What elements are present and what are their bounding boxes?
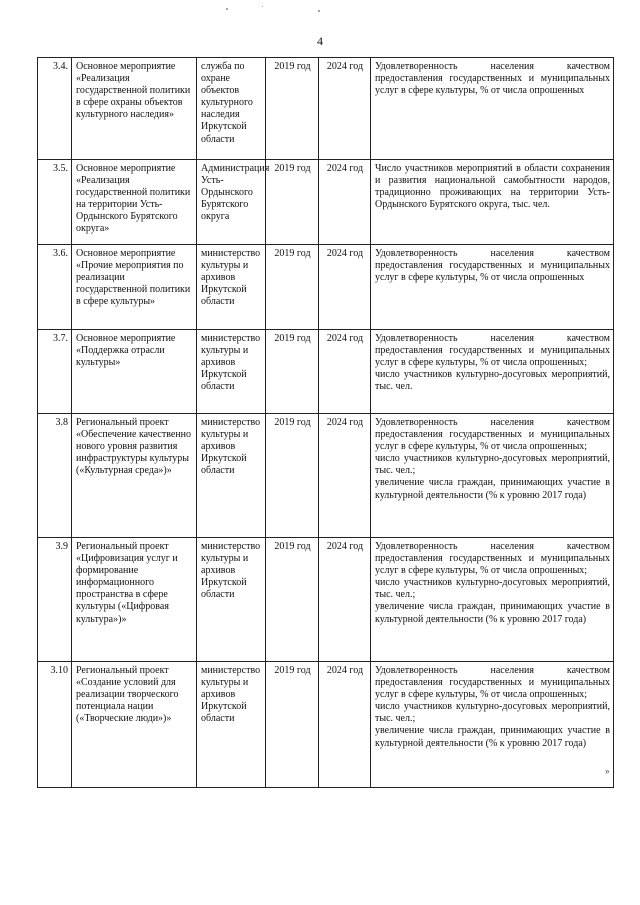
indicator-text: Удовлетворенность населения качеством предоставления государственных и муниципальных услуг в сфере культуры, % от числа опрошенных; <box>375 333 610 369</box>
indicator-text: число участников культурно-досуговых мероприятий, тыс. чел.; <box>375 453 610 477</box>
executor: министерство культуры и архивов Иркутской области <box>197 662 266 788</box>
row-number: 3.9 <box>38 538 72 662</box>
end-year: 2024 год <box>319 330 371 414</box>
row-number: 3.8 <box>38 414 72 538</box>
scan-speck <box>262 6 263 7</box>
event-name: Основное мероприятие «Прочие мероприятия по реализации государственной политики в сфере культуры» <box>72 245 197 330</box>
indicator-text: Удовлетворенность населения качеством предоставления государственных и муниципальных услуг в сфере культуры, % от числа опрошенных; <box>375 665 610 701</box>
indicators <box>371 414 614 538</box>
end-year: 2024 год <box>319 245 371 330</box>
page-number: 4 <box>317 34 323 48</box>
event-name: Региональный проект «Создание условий для реализации творческого потенциала нации («Творческие люди»)» <box>72 662 197 788</box>
start-year: 2019 год <box>266 58 319 160</box>
start-year: 2019 год <box>266 538 319 662</box>
indicator-text: Удовлетворенность населения качеством предоставления государственных и муниципальных услуг в сфере культуры, % от числа опрошенных <box>375 248 610 284</box>
table-row <box>38 662 614 788</box>
event-name: Основное мероприятие «Поддержка отрасли культуры» <box>72 330 197 414</box>
indicator-text: Число участников мероприятий в области сохранения и развития национальной самобытности народов, традиционно проживающих на территории Усть-Ордынского Бурятского округа, тыс. чел. <box>375 163 610 211</box>
end-year: 2024 год <box>319 538 371 662</box>
indicator-text: число участников культурно-досуговых мероприятий, тыс. чел.; <box>375 577 610 601</box>
executor: Администрация Усть-Ордынского Бурятского округа <box>197 160 266 245</box>
scan-speck <box>226 8 228 10</box>
program-table <box>37 57 614 788</box>
indicator-text: число участников культурно-досуговых мероприятий, тыс. чел. <box>375 369 610 393</box>
start-year: 2019 год <box>266 662 319 788</box>
start-year: 2019 год <box>266 330 319 414</box>
indicators <box>371 160 614 245</box>
start-year: 2019 год <box>266 160 319 245</box>
table-row <box>38 245 614 330</box>
executor: министерство культуры и архивов Иркутской области <box>197 330 266 414</box>
row-number: 3.4. <box>38 58 72 160</box>
event-name: Основное мероприятие «Реализация государственной политики на территории Усть-Ордынского Бурятского округа» <box>72 160 197 245</box>
row-number: 3.7. <box>38 330 72 414</box>
table-row <box>38 538 614 662</box>
executor: министерство культуры и архивов Иркутской области <box>197 414 266 538</box>
table-row <box>38 160 614 245</box>
scan-speck <box>318 10 320 12</box>
executor: министерство культуры и архивов Иркутской области <box>197 245 266 330</box>
indicators <box>371 58 614 160</box>
table-row <box>38 414 614 538</box>
indicators <box>371 330 614 414</box>
executor: служба по охране объектов культурного наследия Иркутской области <box>197 58 266 160</box>
table-row <box>38 330 614 414</box>
end-year: 2024 год <box>319 414 371 538</box>
scan-mark: » <box>605 766 610 776</box>
row-number: 3.6. <box>38 245 72 330</box>
table-row <box>38 58 614 160</box>
indicators <box>371 245 614 330</box>
indicator-text: Удовлетворенность населения качеством предоставления государственных и муниципальных услуг в сфере культуры, % от числа опрошенных <box>375 61 610 97</box>
indicator-text: увеличение числа граждан, принимающих участие в культурной деятельности (% к уровню 2017 года) <box>375 477 610 501</box>
event-name: Региональный проект «Цифровизация услуг и формирование информационного пространства в сфере культуры («Цифровая культура»)» <box>72 538 197 662</box>
event-name: Основное мероприятие «Реализация государственной политики в сфере охраны объектов культурного наследия» <box>72 58 197 160</box>
indicators <box>371 662 614 788</box>
indicator-text: Удовлетворенность населения качеством предоставления государственных и муниципальных услуг в сфере культуры, % от числа опрошенных; <box>375 541 610 577</box>
start-year: 2019 год <box>266 245 319 330</box>
row-number: 3.5. <box>38 160 72 245</box>
row-number: 3.10 <box>38 662 72 788</box>
end-year: 2024 год <box>319 58 371 160</box>
indicator-text: Удовлетворенность населения качеством предоставления государственных и муниципальных услуг в сфере культуры, % от числа опрошенных; <box>375 417 610 453</box>
event-name: Региональный проект «Обеспечение качественно нового уровня развития инфраструктуры культуры («Культурная среда»)» <box>72 414 197 538</box>
end-year: 2024 год <box>319 662 371 788</box>
indicator-text: число участников культурно-досуговых мероприятий, тыс. чел.; <box>375 701 610 725</box>
executor: министерство культуры и архивов Иркутской области <box>197 538 266 662</box>
indicator-text: увеличение числа граждан, принимающих участие в культурной деятельности (% к уровню 2017 года) <box>375 601 610 625</box>
end-year: 2024 год <box>319 160 371 245</box>
indicators <box>371 538 614 662</box>
indicator-text: увеличение числа граждан, принимающих участие в культурной деятельности (% к уровню 2017 года) <box>375 725 610 749</box>
start-year: 2019 год <box>266 414 319 538</box>
